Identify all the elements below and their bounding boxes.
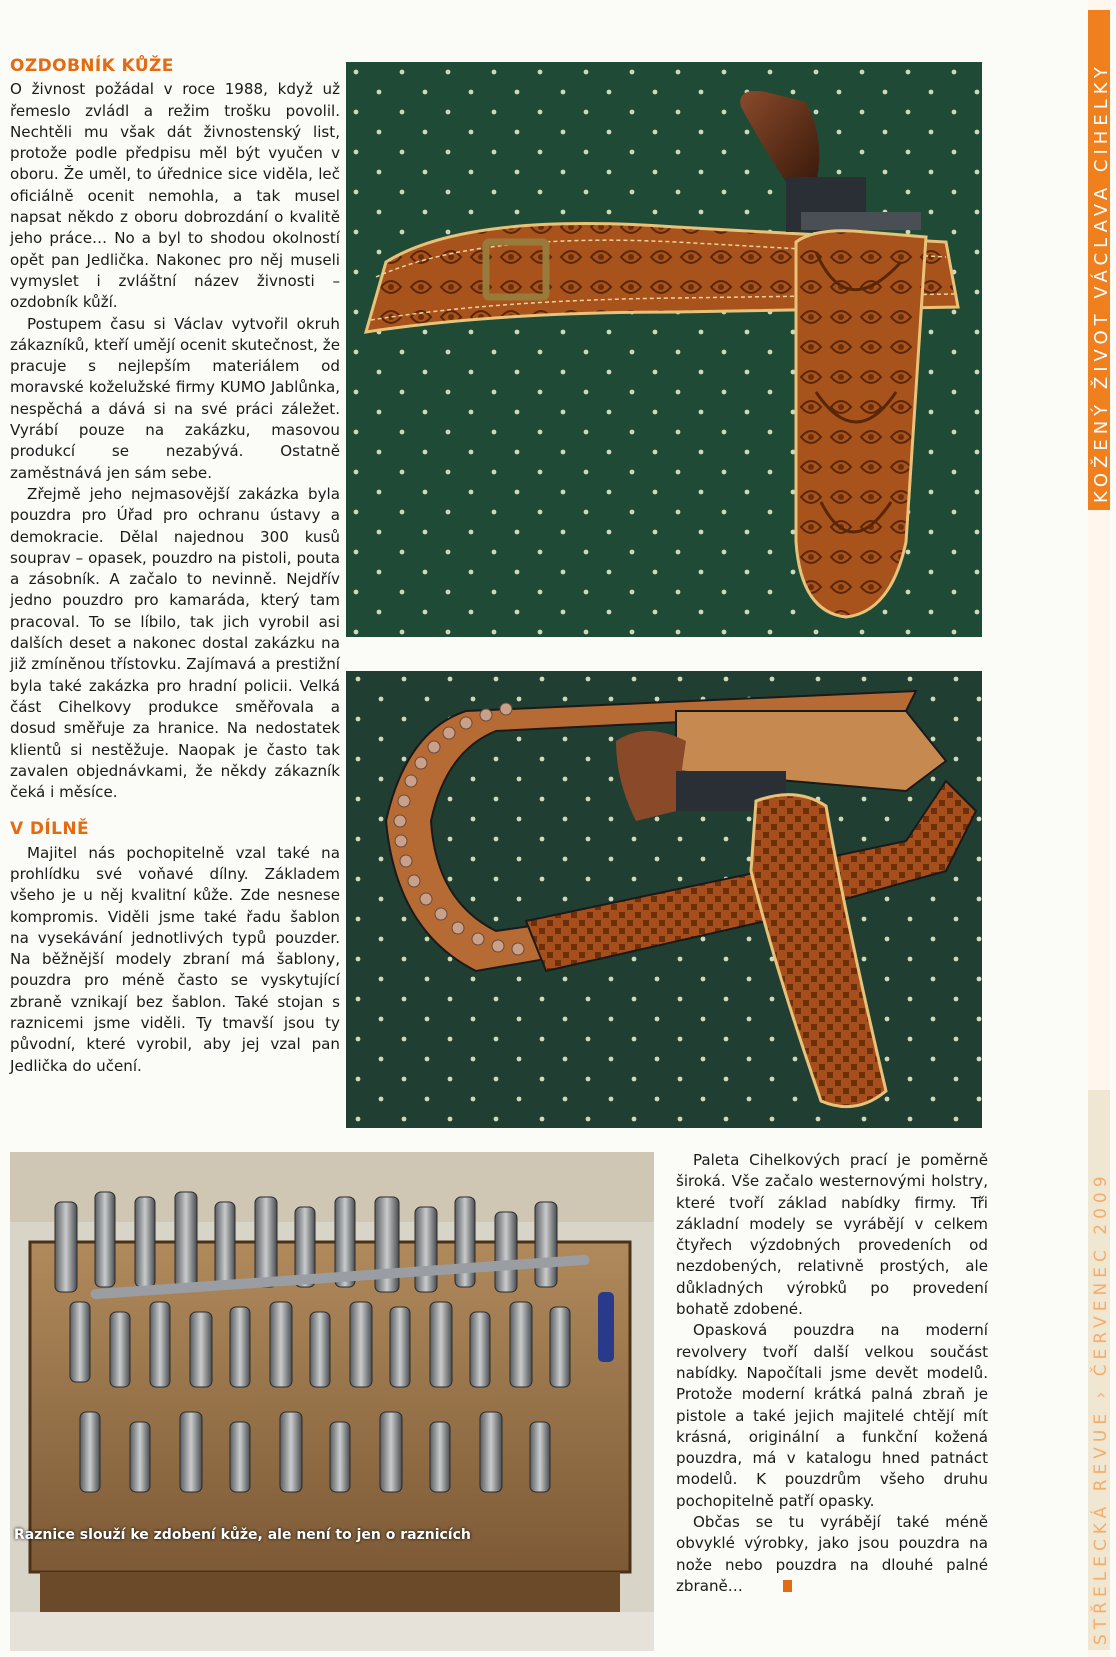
photo-western-holster-belt — [346, 62, 982, 637]
sidebar-issue-label: STŘELECKÁ REVUE › ČERVENEC 2009 — [1091, 1171, 1111, 1645]
paragraph-last — [676, 1512, 988, 1597]
sidebar-section-label: KOŽENÝ ŽIVOT VÁCLAVA CIHELKY — [1091, 62, 1112, 503]
photo-stamping-tools — [10, 1152, 654, 1651]
paragraph: O živnost požádal v roce 1988, když už řemeslo zvládl a režim trošku povolil. Nechtěli mu však dát živnostenský list, protože podle předpisu měl být vyučen v oboru. Že uměl, to úřednice sice viděla, leč oficiálně ocenit nemohla, a tak musel napsat někdo z oboru dobrozdání o kvalitě jeho práce… No a byl to shodou okolností opět pan Jedlička. Nakonec pro něj museli vymyslet i zvláštní název živnosti – ozdobník kůží. — [10, 80, 340, 312]
paragraph: Paleta Cihelkových prací je poměrně široká. Vše začalo westernovými holstry, které tvoří základ nabídky firmy. Tři základní modely se vyrábějí v celkem čtyřech výzdobných provedeních od nezdobených, relativně prostých, ale důkladných výrobků po provedení bohatě zdobené. — [676, 1151, 988, 1319]
article-left-column — [10, 56, 340, 1077]
paragraph-text: Občas se tu vyrábějí také méně obvyklé výrobky, jako jsou pouzdra na nože nebo pouzdra na dlouhé palné zbraně… — [676, 1513, 988, 1595]
section-heading-dilna: V DÍLNĚ — [10, 819, 89, 840]
paragraph: Postupem času si Václav vytvořil okruh zákazníků, kteří umějí ocenit skutečnost, že pracuje s nejlepším materiálem od moravské koželužské firmy KUMO Jablůnka, nespěchá a dává si na své práci záležet. Vyrábí pouze na zakázku, masovou produkcí se nezabývá. Ostatně zaměstnává jen sám sebe. — [10, 314, 340, 482]
paragraph: Majitel nás pochopitelně vzal také na prohlídku své voňavé dílny. Základem všeho je u něj kvalitní kůže. Zde nesnese kompromis. Viděli jsme také řadu šablon na vysekávání jednotlivých typů pouzder. Na běžnější modely zbraní má šablony, pouzdra pro méně často se vyskytující zbraně vznikají bez šablon. Také stojan s raznicemi jsme viděli. Ty tmavší jsou ty původní, které vyrobil, aby jej vzal pan Jedlička do učení. — [10, 843, 340, 1075]
photo-cartridge-belt-holster — [346, 671, 982, 1128]
paragraph: Zřejmě jeho nejmasovější zakázka byla pouzdra pro Úřad pro ochranu ústavy a demokracie. Dělal najednou 300 kusů souprav – opasek, pouzdro na pistoli, pouta a zásobník. A začalo to nevinně. Nejdřív jedno pouzdro pro kamaráda, který tam pracoval. To se líbilo, tak jich vyrobil asi dalších deset a nakonec dostal zakázku na již zmíněnou třístovku. Zajímavá a prestižní byla také zakázka pro hradní policii. Velká část Cihelkovy produkce směřovala a dosud směřuje za hranice. Na nedostatek klientů si nestěžuje. Naopak je často tak zavalen objednávkami, že někdy zákazník čeká i měsíce. — [10, 484, 340, 802]
section-heading-ozdobnik: OZDOBNÍK KŮŽE — [10, 56, 174, 76]
photo-caption: Raznice slouží ke zdobení kůže, ale není to jen o raznicích — [14, 1527, 471, 1543]
article-right-column — [676, 1150, 988, 1597]
paragraph: Opasková pouzdra na moderní revolvery tvoří další velkou součást nabídky. Napočítali jsme devět modelů. Protože moderní krátká palná zbraň je pistole a také jejich majitelé chtějí mít krásná, originální a funkční kožená pouzdra, má v katalogu hned patnáct modelů. K pouzdrům všeho druhu pochopitelně patří opasky. — [676, 1321, 988, 1510]
end-of-article-mark — [783, 1580, 792, 1592]
